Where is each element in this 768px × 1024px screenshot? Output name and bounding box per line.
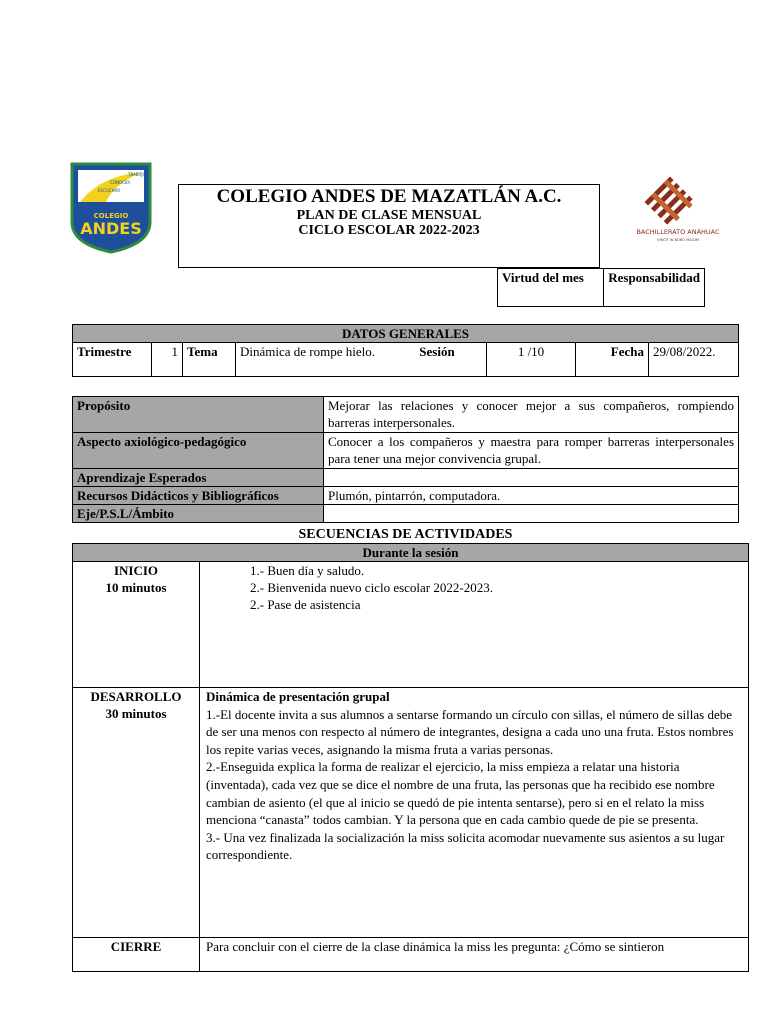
recursos-label: Recursos Didácticos y Bibliográficos (73, 487, 324, 505)
aprendizaje-value (324, 469, 739, 487)
fecha-label: Fecha (576, 343, 649, 377)
aprendizaje-label: Aprendizaje Esperados (73, 469, 324, 487)
desarrollo-paragraph: 3.- Una vez finalizada la socialización la miss solicita acomodar nuevamente sus asientos a su lugar correspondiente. (206, 829, 725, 863)
trimestre-label: Trimestre (73, 343, 152, 377)
info-table (72, 396, 739, 523)
school-name: COLEGIO ANDES DE MAZATLÁN A.C. (216, 186, 562, 207)
eje-label: Eje/P.S.L/Ámbito (73, 505, 324, 523)
virtue-label: Virtud del mes (498, 269, 604, 307)
school-year: CICLO ESCOLAR 2022-2023 (298, 223, 480, 238)
proposito-value: Mejorar las relaciones y conocer mejor a sus compañeros, rompiendo barreras interpersonales. (324, 397, 739, 433)
desarrollo-label: DESARROLLO (90, 689, 182, 704)
tema-label: Tema (183, 343, 236, 377)
plan-title: PLAN DE CLASE MENSUAL (296, 208, 482, 223)
aspecto-label: Aspecto axiológico-pedagógico (73, 433, 324, 469)
desarrollo-content (200, 688, 749, 938)
tema-value: Dinámica de rompe hielo. (236, 343, 389, 377)
svg-text:ANDES: ANDES (80, 219, 142, 238)
proposito-label: Propósito (73, 397, 324, 433)
inicio-time: 10 minutos (105, 580, 167, 595)
desarrollo-cell (73, 688, 200, 938)
secuencias-title: SECUENCIAS DE ACTIVIDADES (298, 527, 513, 542)
andes-wing-word: ESCUCHAR (98, 188, 121, 193)
virtue-table (497, 268, 705, 307)
datos-generales-title: DATOS GENERALES (73, 325, 739, 343)
datos-generales-table (72, 324, 739, 377)
desarrollo-time: 30 minutos (105, 706, 167, 721)
bachillerato-anahuac-logo (630, 176, 726, 246)
durante-sesion: Durante la sesión (73, 544, 749, 562)
trimestre-value: 1 (152, 343, 183, 377)
colegio-andes-logo (70, 162, 152, 254)
inicio-cell (73, 562, 200, 688)
fecha-value: 29/08/2022. (649, 343, 739, 377)
inicio-content (200, 562, 749, 688)
header-box (178, 184, 600, 268)
eje-value (324, 505, 739, 523)
desarrollo-paragraph: 2.-Enseguida explica la forma de realizar el ejercicio, la miss empieza a relatar una historia (inventada), cada vez que se dice el nombre de una fruta, las personas que ha recibido ese nombre cambian de asiento (el que al inicio se quedó de pie intenta sentarse), pero si en el relato la miss menciona “canasta” todos cambian. Y la persona que en cada cambio quede de pie se presenta. (206, 759, 715, 828)
sesion-label: Sesión (388, 343, 487, 377)
andes-wing-word: TRABAJO (128, 172, 146, 177)
ba-tagline: VINCIT IN BONO MALUM (657, 238, 699, 242)
aspecto-value: Conocer a los compañeros y maestra para romper barreras interpersonales para tener una mejor convivencia grupal. (324, 433, 739, 469)
inicio-item: 2.- Bienvenida nuevo ciclo escolar 2022-2023. (250, 580, 493, 595)
cierre-label: CIERRE (73, 938, 200, 972)
desarrollo-heading: Dinámica de presentación grupal (206, 689, 390, 704)
cierre-text: Para concluir con el cierre de la clase dinámica la miss les pregunta: ¿Cómo se sintieron (200, 938, 749, 972)
inicio-item: 2.- Pase de asistencia (250, 597, 361, 612)
recursos-value: Plumón, pintarrón, computadora. (324, 487, 739, 505)
andes-wing-word: CONOCER (110, 180, 131, 185)
virtue-value: Responsabilidad (604, 269, 705, 307)
secuencias-table (72, 543, 749, 972)
inicio-item: 1.- Buen día y saludo. (250, 563, 365, 578)
svg-text:COLEGIO: COLEGIO (93, 212, 129, 220)
sesion-value: 1 /10 (487, 343, 576, 377)
inicio-label: INICIO (113, 563, 159, 578)
desarrollo-paragraph: 1.-El docente invita a sus alumnos a sentarse formando un círculo con sillas, el número de sillas debe de ser una menos con respecto al número de integrantes, designa a cada uno una fruta. Estos nombres los repite varias veces, asignando la misma fruta a varias personas. (206, 706, 734, 757)
ba-name: BACHILLERATO ANÁHUAC (636, 228, 720, 236)
